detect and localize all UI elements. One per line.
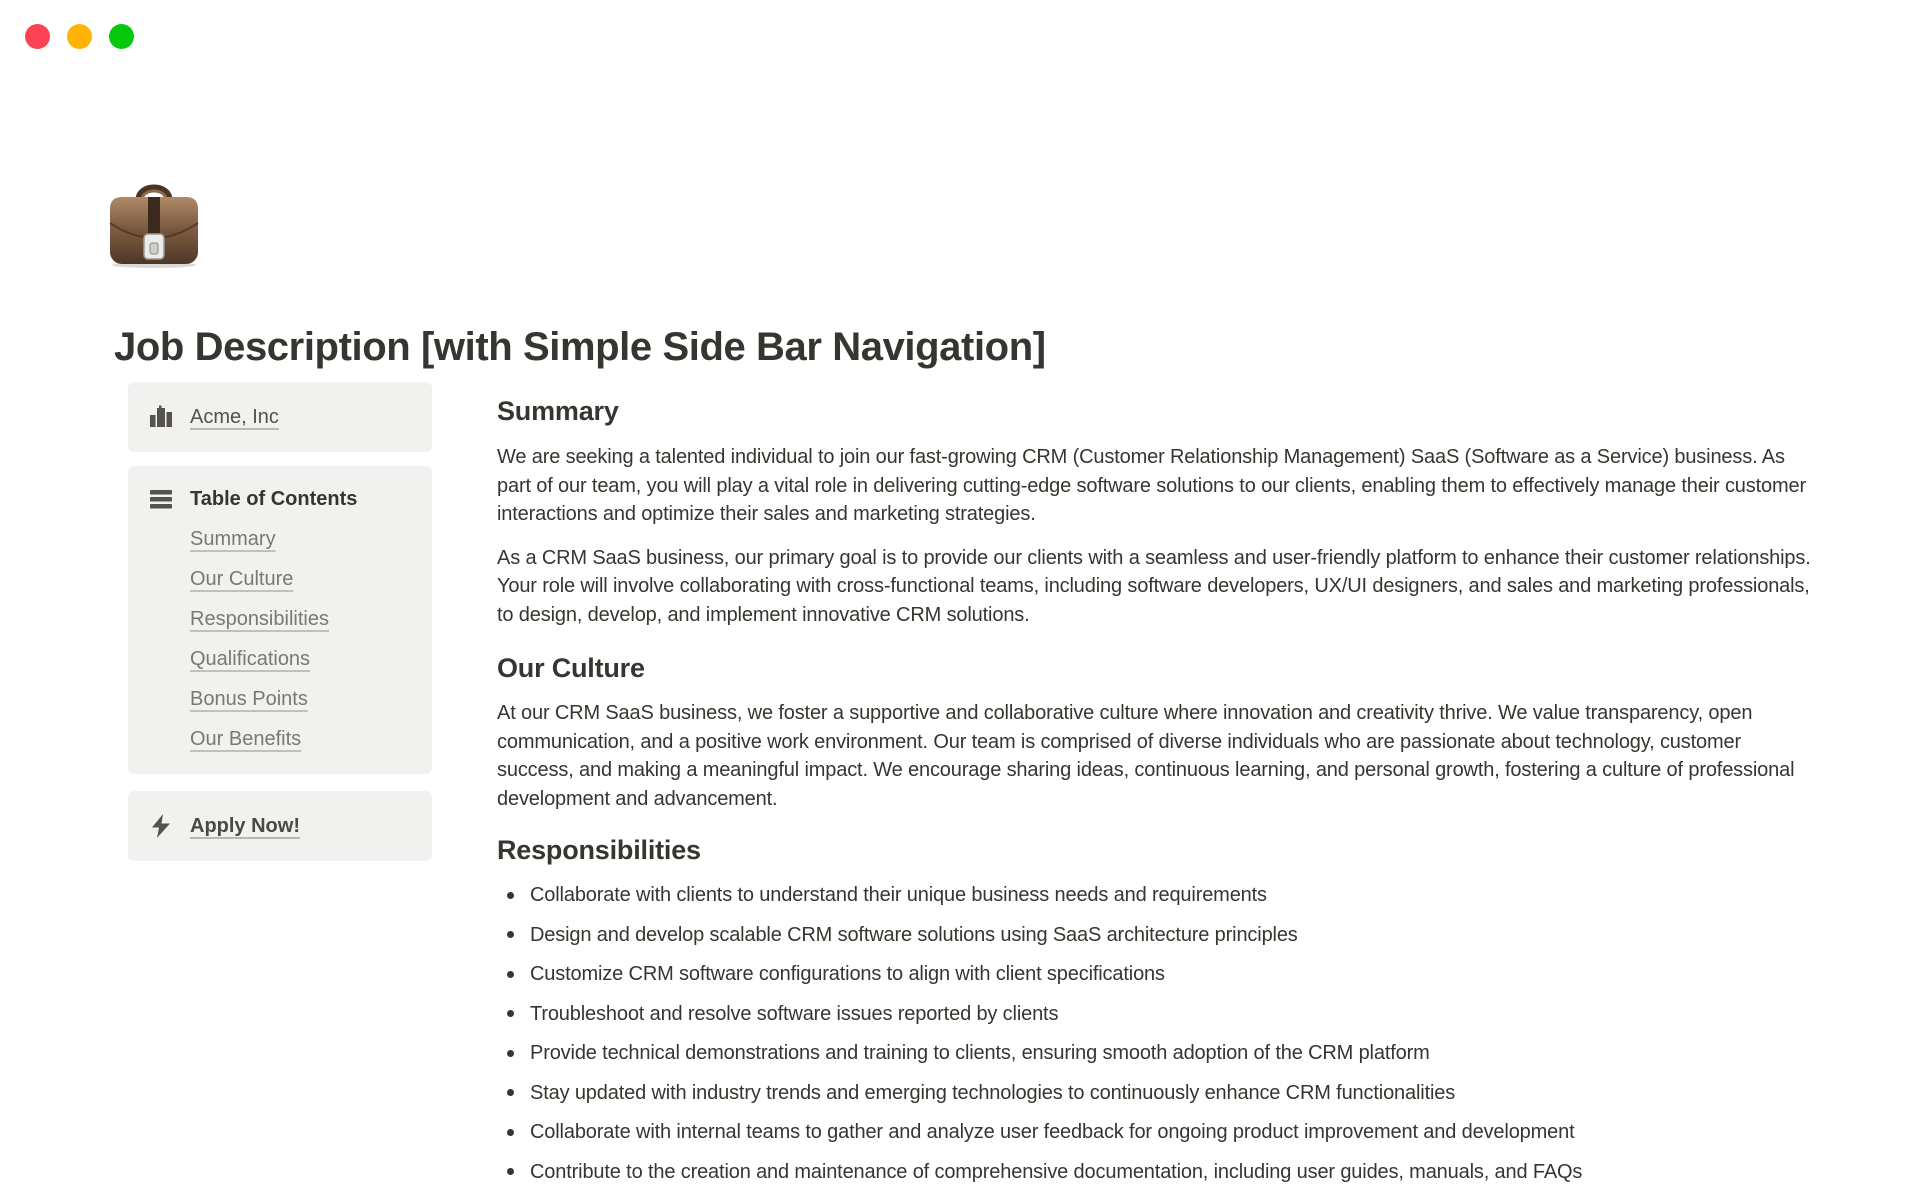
buildings-icon: [148, 404, 174, 430]
bullet-item: Stay updated with industry trends and emerging technologies to continuously enhance CRM functionalities: [497, 1079, 1813, 1108]
bullet-item: Customize CRM software configurations to align with client specifications: [497, 960, 1813, 989]
summary-paragraph-1: We are seeking a talented individual to join our fast-growing CRM (Customer Relationship Management) SaaS (Software as a Service) business. As part of our team, you will play a vital role in delivering cutting-edge software solutions to our clients, enabling them to effectively manage their customer interactions and optimize their sales and marketing strategies.: [497, 446, 1806, 525]
toc-link-bonus-points[interactable]: Bonus Points: [190, 688, 308, 710]
page-title: Job Description [with Simple Side Bar Navigation]: [114, 324, 1046, 369]
lightning-icon: [148, 813, 174, 839]
toc-links: [190, 513, 412, 753]
apply-now-link[interactable]: Apply Now!: [190, 815, 300, 837]
our-culture-paragraph: At our CRM SaaS business, we foster a supportive and collaborative culture where innovation and creativity thrive. We value transparency, open communication, and a positive work environment. Our team is comprised of diverse individuals who are passionate about technology, customer success, and making a meaningful impact. We encourage sharing ideas, continuous learning, and personal growth, fostering a culture of professional development and advancement.: [497, 702, 1795, 810]
toc-header: [148, 485, 412, 513]
table-of-contents-block: [128, 466, 432, 774]
summary-paragraph-2: As a CRM SaaS business, our primary goal is to provide our clients with a seamless and user-friendly platform to enhance their customer relationships. Your role will involve collaborating with cross-functional teams, including software developers, UX/UI designers, and sales and marketing professionals, to design, develop, and implement innovative CRM solutions.: [497, 546, 1811, 626]
bullet-item: Design and develop scalable CRM software solutions using SaaS architecture principles: [497, 921, 1813, 950]
toc-link-responsibilities[interactable]: Responsibilities: [190, 608, 329, 630]
bullet-item: Provide technical demonstrations and training to clients, ensuring smooth adoption of the CRM platform: [497, 1039, 1813, 1068]
apply-now-block: [128, 791, 432, 861]
section-heading-summary: Summary: [497, 396, 619, 426]
section-heading-responsibilities: Responsibilities: [497, 835, 701, 865]
document-content: [497, 395, 1813, 1197]
toc-link-qualifications[interactable]: Qualifications: [190, 648, 311, 670]
zoom-window-button[interactable]: [109, 24, 134, 49]
bullet-item: Collaborate with clients to understand their unique business needs and requirements: [497, 881, 1813, 910]
company-link[interactable]: Acme, Inc: [190, 406, 279, 428]
bullet-item: Contribute to the creation and maintenance of comprehensive documentation, including user guides, manuals, and FAQs: [497, 1158, 1813, 1187]
window-controls: [25, 24, 134, 49]
bullet-item: Troubleshoot and resolve software issues reported by clients: [497, 1000, 1813, 1029]
bullet-item: Collaborate with internal teams to gather and analyze user feedback for ongoing product improvement and development: [497, 1118, 1813, 1147]
sidebar: [128, 382, 432, 861]
company-block: [128, 382, 432, 452]
toc-link-summary[interactable]: Summary: [190, 528, 276, 550]
close-window-button[interactable]: [25, 24, 50, 49]
toc-link-our-benefits[interactable]: Our Benefits: [190, 728, 302, 750]
toc-title: Table of Contents: [190, 488, 358, 510]
section-heading-our-culture: Our Culture: [497, 653, 645, 683]
responsibilities-list: [497, 881, 1813, 1186]
list-icon: [148, 486, 174, 512]
page-briefcase-icon[interactable]: [106, 168, 202, 274]
minimize-window-button[interactable]: [67, 24, 92, 49]
toc-link-our-culture[interactable]: Our Culture: [190, 568, 294, 590]
